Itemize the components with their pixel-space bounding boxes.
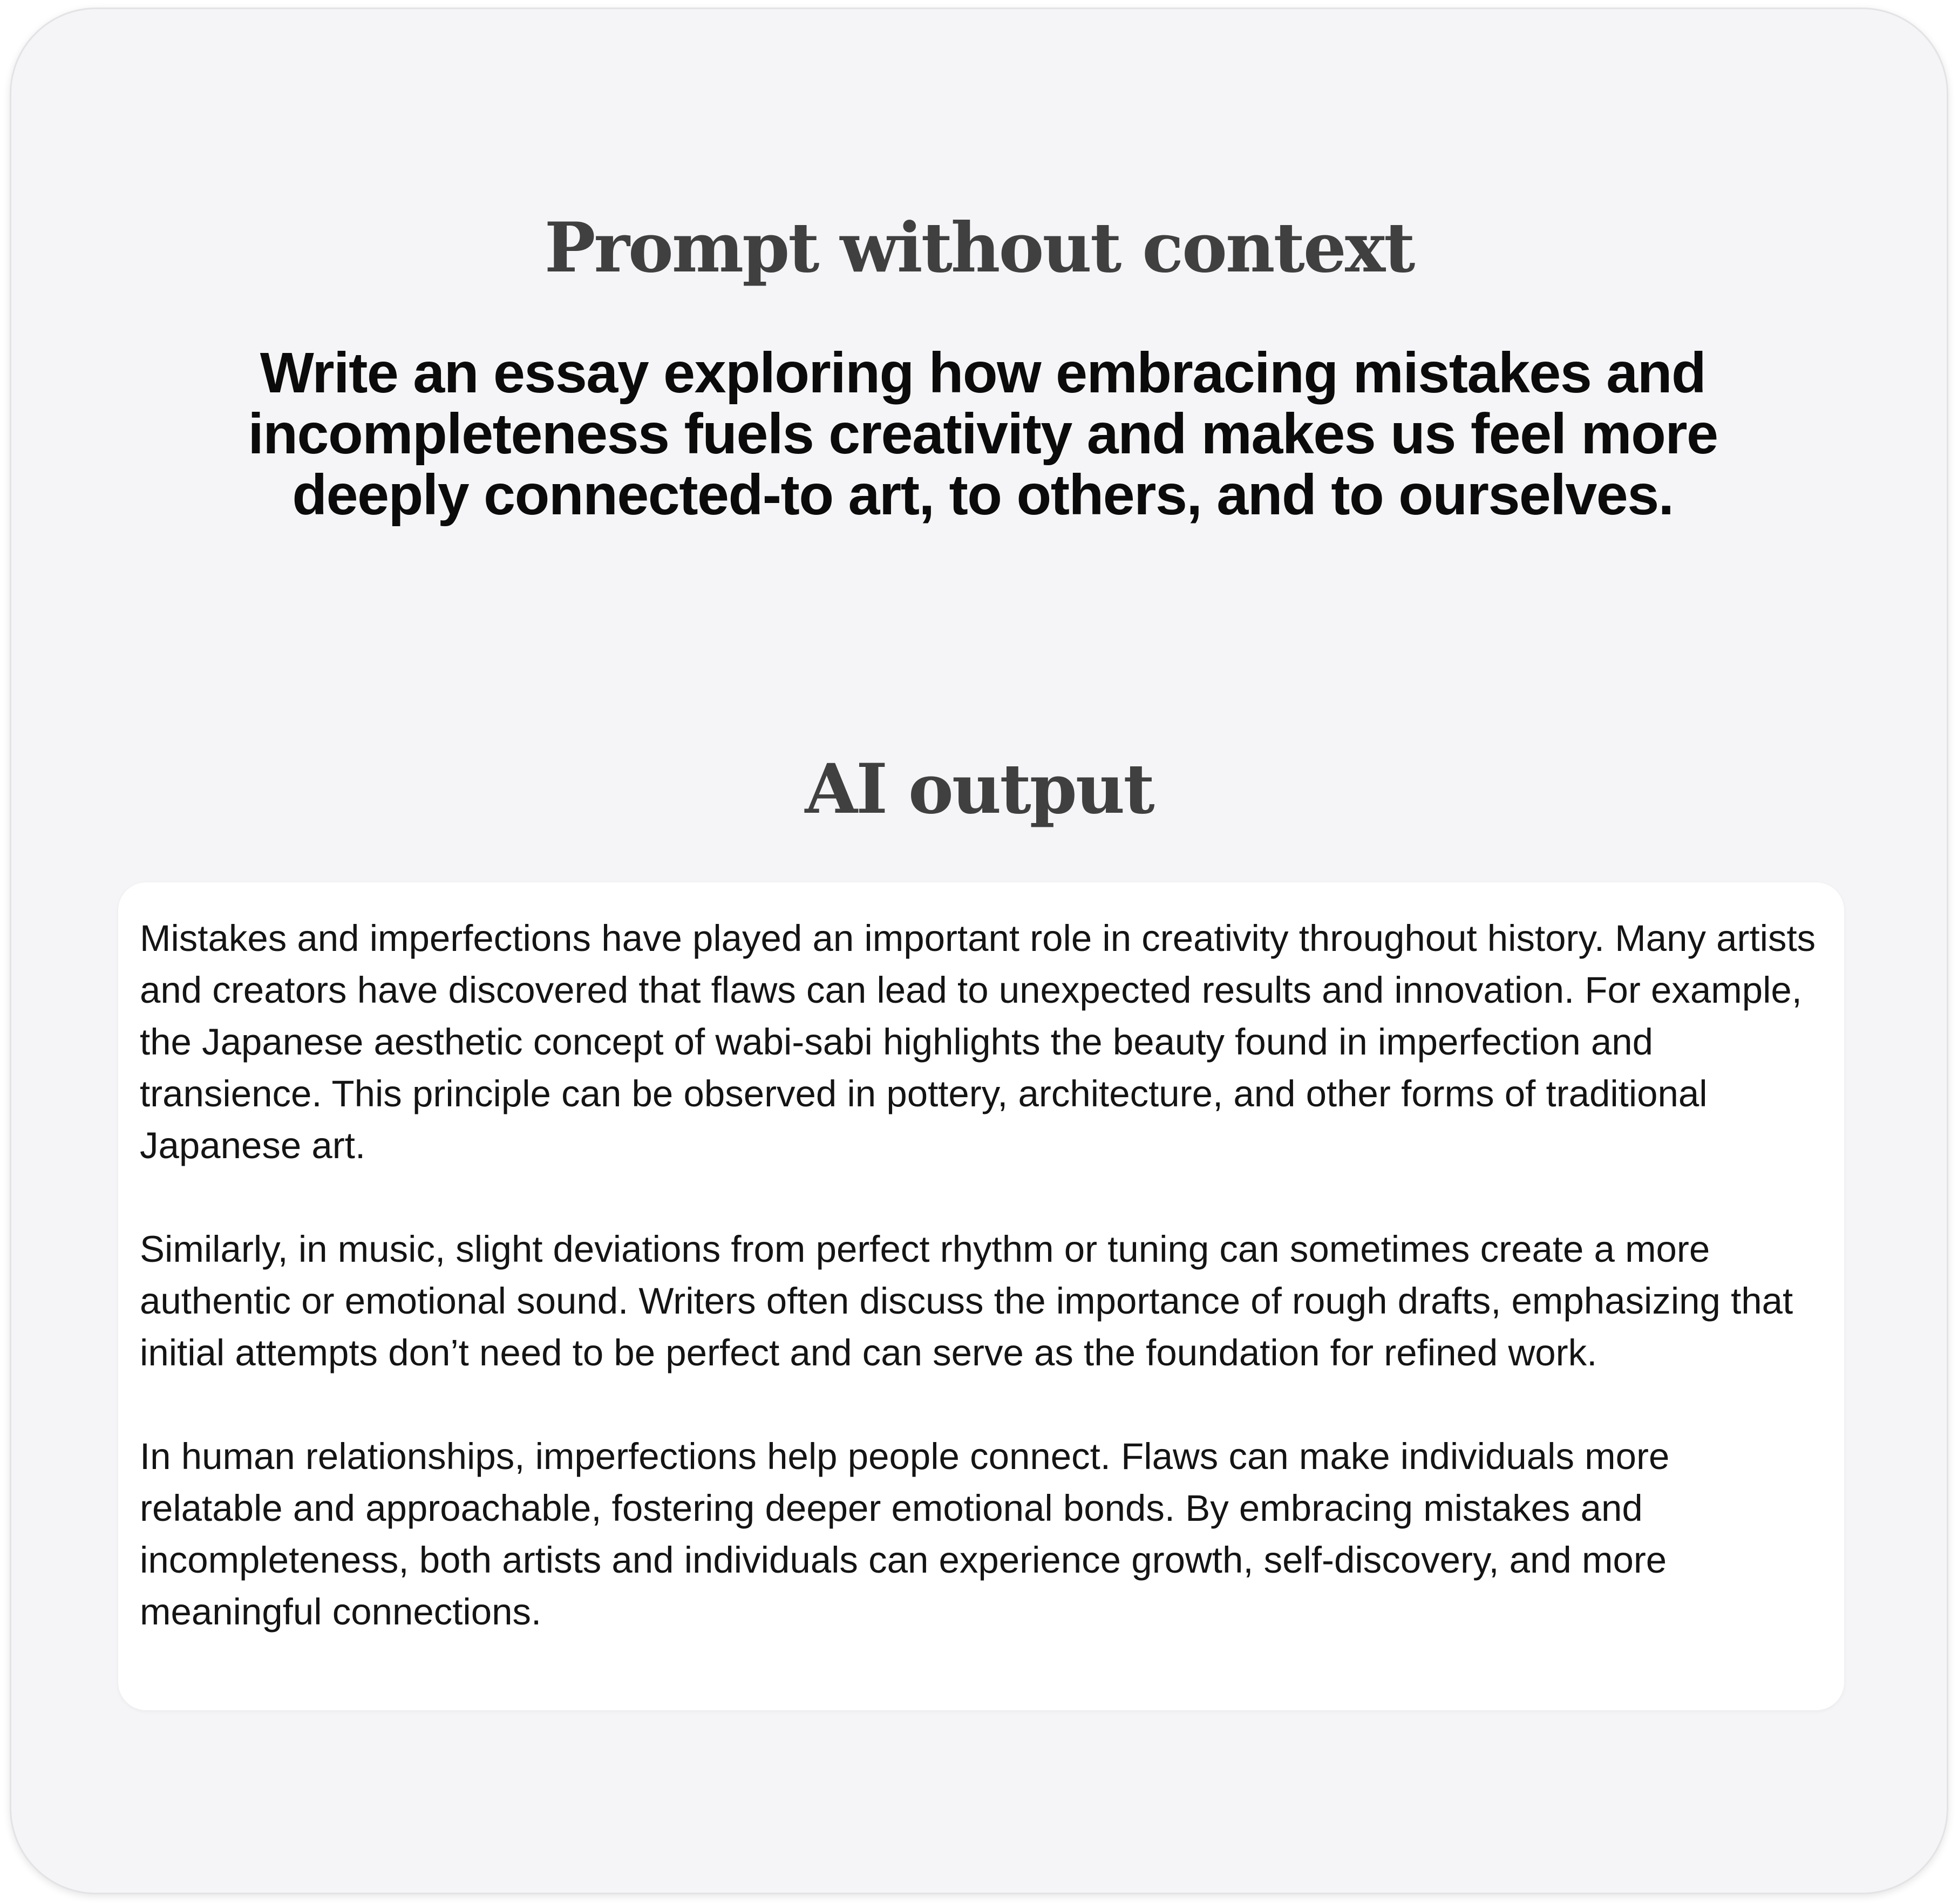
output-paragraph: In human relationships, imperfections help people connect. Flaws can make individuals more relatable and approachable, fostering deeper emotional bonds. By embracing mistakes and incompleteness, both artists and individuals can experience growth, self-discovery, and more meaningful connections. — [140, 1436, 1670, 1633]
ai-output-box — [118, 882, 1844, 1710]
output-paragraph: Mistakes and imperfections have played an important role in creativity throughout history. Many artists and creators have discovered that flaws can lead to unexpected results and innovation. For example, the Japanese aesthetic concept of wabi-sabi highlights the beauty found in imperfection and transience. This principle can be observed in pottery, architecture, and other forms of traditional Japanese art. — [140, 917, 1816, 1166]
output-paragraph: Similarly, in music, slight deviations from perfect rhythm or tuning can sometimes create a more authentic or emotional sound. Writers often discuss the importance of rough drafts, emphasizing that initial attempts don’t need to be perfect and can serve as the foundation for refined work. — [140, 1228, 1793, 1373]
prompt-text: Write an essay exploring how embracing mistakes and incompleteness fuels creativity and makes us feel more deeply connected-to art, to others, and to ourselves. — [248, 341, 1718, 527]
comparison-card — [10, 8, 1948, 1894]
output-heading: AI output — [805, 749, 1153, 829]
prompt-heading: Prompt without context — [544, 208, 1414, 288]
